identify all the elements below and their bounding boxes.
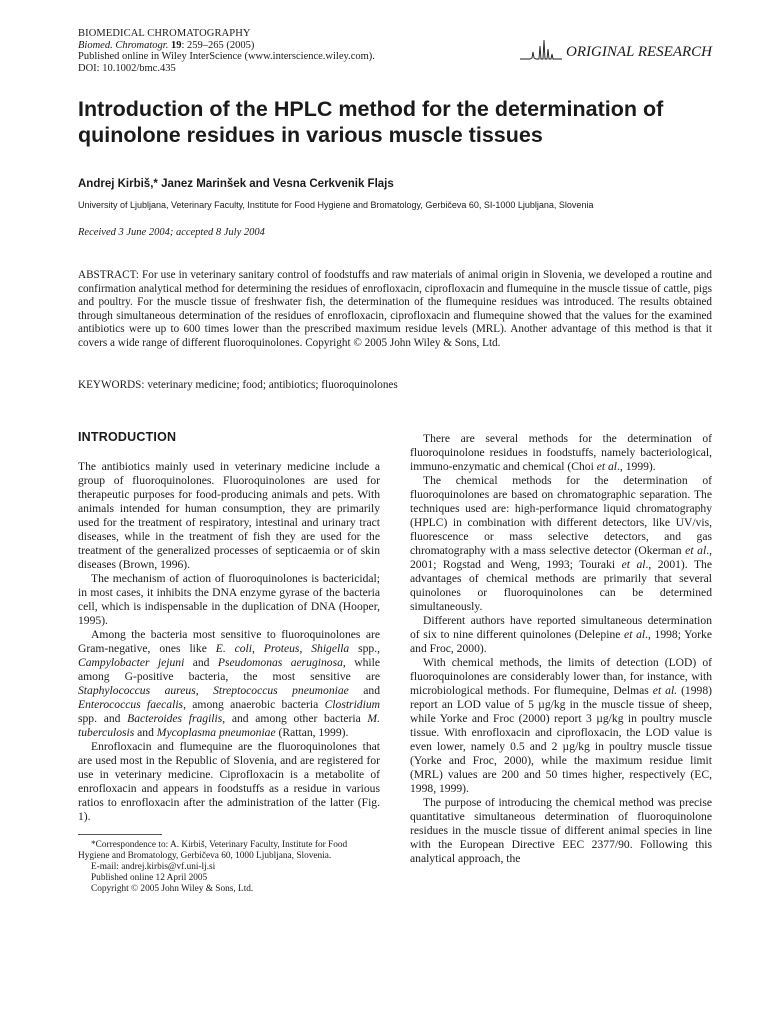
right-paragraph-3: Different authors have reported simultaneous determination of six to nine different quinolones (Delepine et al., 1998; Yorke and Froc, 2000). bbox=[410, 614, 712, 655]
right-paragraph-2: The chemical methods for the determination of fluoroquinolones are based on chromatographic separation. The techniques used are: high-performance liquid chromatography (HPLC) in combination with different detectors, like UV/vis, fluorescence or mass selective detectors, and gas chromatography with a mass selective detector (Okerman et al., 2001; Rogstad and Weng, 1993; Touraki et al., 2001). The advantages of chemical methods are primarily that several quinolones or fluoroquinolones can be determined simultaneously. bbox=[410, 474, 712, 613]
article-authors: Andrej Kirbiš,* Janez Marinšek and Vesna Cerkvenik Flajs bbox=[78, 178, 394, 190]
section-heading-introduction: INTRODUCTION bbox=[78, 430, 177, 444]
intro-paragraph-2: The mechanism of action of fluoroquinolones is bactericidal; in most cases, it inhibits the DNA enzyme gyrase of the bacteria cell, which is indispensable in the duplication of DNA (Hooper, 1995). bbox=[78, 572, 380, 627]
abstract-text: For use in veterinary sanitary control of foodstuffs and raw materials of animal origin in Slovenia, we developed a routine and confirmation analytical method for determining the residues of enrofloxacin, ciprofloxacin and flumequine in the muscle tissue of cattle, pigs and poultry. For the muscle tissue of freshwater fish, the determination of the flumequine residues was introduced. The results obtained through simultaneous determination of the residues of enrofloxacin, ciprofloxacin and flumequine showed that the values for the examined antibiotics were up to 600 times lower than the prescribed maximum residue levels (MRL). Another advantage of this method is that it covers a wide range of different fluoroquinolones. Copyright © 2005 John Wiley & Sons, Ltd. bbox=[78, 269, 712, 349]
abstract bbox=[78, 269, 712, 351]
article-affiliation: University of Ljubljana, Veterinary Faculty, Institute for Food Hygiene and Bromatology, Gerbičeva 60, SI-1000 Ljubljana, Slovenia bbox=[78, 200, 594, 210]
keywords-text: veterinary medicine; food; antibiotics; fluoroquinolones bbox=[144, 379, 398, 391]
received-dates: Received 3 June 2004; accepted 8 July 2004 bbox=[78, 227, 265, 238]
left-column bbox=[78, 430, 380, 895]
footnote-divider bbox=[78, 834, 162, 835]
published-online-note: Published online in Wiley InterScience (www.interscience.wiley.com). bbox=[78, 51, 375, 62]
journal-citation: Biomed. Chromatogr. 19: 259–265 (2005) bbox=[78, 39, 255, 51]
chromatogram-peaks-icon bbox=[520, 38, 562, 60]
doi: DOI: 10.1002/bmc.435 bbox=[78, 62, 176, 74]
copyright-line: Copyright © 2005 John Wiley & Sons, Ltd. bbox=[91, 884, 254, 894]
intro-paragraph-1: The antibiotics mainly used in veterinary medicine include a group of fluoroquinolones. Fluoroquinolones are used for therapeutic purposes for food-producing animals and pets. With animals intended for human consumption, they are primarily used for the treatment of respiratory, intestinal and urinary tract diseases, while in the treatment of fish they are used for the treatment of the generalized processes of septicaemia or of skin diseases (Brown, 1996). bbox=[78, 460, 380, 571]
published-online-date: Published online 12 April 2005 bbox=[91, 873, 208, 883]
intro-paragraph-3: Among the bacteria most sensitive to fluoroquinolones are Gram-negative, ones like E. coli, Proteus, Shigella spp., Campylobacter jejuni and Pseudomonas aeruginosa, while among G-positive bacteria, the most sensitive are Staphylococcus aureus, Streptococcus pneumoniae and Enterococcus faecalis, among anaerobic bacteria Clostridium spp. and Bacteroides fragilis, and among other bacteria M. tuberculosis and Mycoplasma pneumoniae (Rattan, 1999). bbox=[78, 628, 381, 739]
right-paragraph-4: With chemical methods, the limits of detection (LOD) of fluoroquinolones are considerably lower than, for instance, with microbiological methods. For flumequine, Delmas et al. (1998) report an LOD value of 5 µg/kg in the muscle tissue of sheep, while Yorke and Froc (2000) report 3 µg/kg in poultry muscle tissue. With enrofloxacin and ciprofloxacin, the LOD value is even lower, namely 0.5 and 2 µg/kg in poultry muscle tissue (Yorke and Froc, 2000), while the maximum residue limit (MRL) values are 200 and 50 times higher, respectively (EC, 1998, 1999). bbox=[410, 656, 712, 795]
correspondence-email: E-mail: andrej.kirbis@vf.uni-lj.si bbox=[91, 862, 216, 872]
keywords-label: KEYWORDS: bbox=[78, 379, 145, 391]
right-column bbox=[410, 432, 712, 866]
abstract-label: ABSTRACT: bbox=[78, 269, 139, 281]
correspondence-footnote: *Correspondence to: A. Kirbiš, Veterinary Faculty, Institute for Food Hygiene and Bromatology, Gerbičeva 60, 1000 Ljubljana, Slovenia. bbox=[78, 840, 348, 861]
journal-name: BIOMEDICAL CHROMATOGRAPHY bbox=[78, 28, 251, 39]
right-paragraph-1: There are several methods for the determination of fluoroquinolone residues in foodstuffs, namely bacteriological, immuno-enzymatic and chemical (Choi et al., 1999). bbox=[410, 432, 712, 473]
article-title: Introduction of the HPLC method for the determination of quinolone residues in various muscle tissues bbox=[78, 97, 664, 147]
right-paragraph-5: The purpose of introducing the chemical method was precise quantitative simultaneous determination of fluoroquinolone residues in the muscle tissue of different animal species in line with the European Directive EEC 2377/90. Following this analytical approach, the bbox=[410, 796, 712, 865]
keywords bbox=[78, 379, 398, 391]
original-research-badge bbox=[520, 38, 712, 60]
intro-paragraph-4: Enrofloxacin and flumequine are the fluoroquinolones that are used most in the Republic of Slovenia, and are registered for use in veterinary medicine. Ciprofloxacin is a metabolite of enrofloxacin and appears in foodstuffs as a residue in various ratios to enrofloxacin after the administration of the latter (Fig. 1). bbox=[78, 740, 380, 823]
journal-header bbox=[78, 28, 375, 74]
badge-label: ORIGINAL RESEARCH bbox=[566, 44, 712, 60]
